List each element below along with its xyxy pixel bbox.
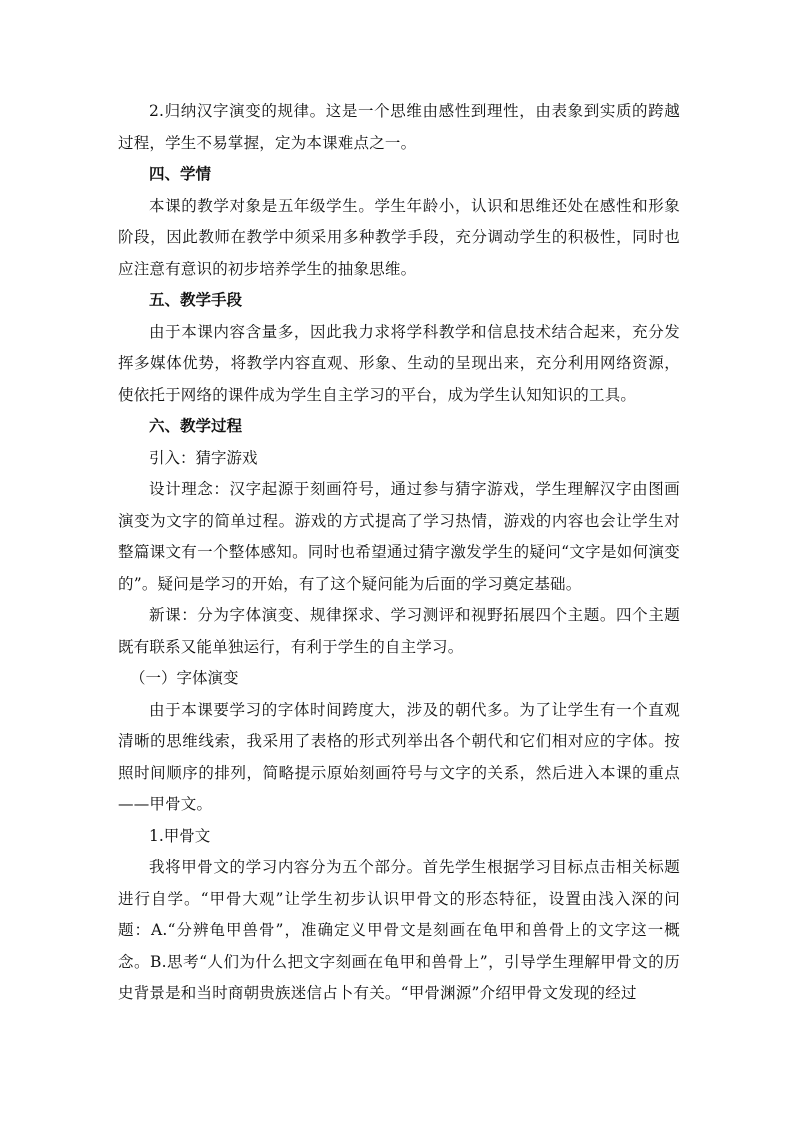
paragraph-teaching-means: 由于本课内容含量多，因此我力求将学科教学和信息技术结合起来，充分发挥多媒体优势，将教学内容直观、形象、生动的呈现出来，充分利用网络资源，使依托于网络的课件成为学生自主学习的平台，成为学生认知知识的工具。	[118, 322, 680, 404]
paragraph-new-lesson: 新课：分为字体演变、规律探求、学习测评和视野拓展四个主题。四个主题既有联系又能单独运行，有利于学生的自主学习。	[118, 606, 680, 656]
subheading-font-evolution: （一）字体演变	[130, 669, 239, 687]
paragraph-oracle-bone-script: 我将甲骨文的学习内容分为五个部分。首先学生根据学习目标点击相关标题进行自学。“甲骨大观”让学生初步认识甲骨文的形态特征，设置由浅入深的问题：A.“分辨龟甲兽骨”，准确定义甲骨文是刻画在龟甲和兽骨上的文字这一概念。B.思考“人们为什么把文字刻画在龟甲和兽骨上”，引导学生理解甲骨文的历史背景是和当时商朝贵族迷信占卜有关。“甲骨渊源”介绍甲骨文发现的经过	[118, 858, 680, 1002]
paragraph-design-concept: 设计理念：汉字起源于刻画符号，通过参与猜字游戏，学生理解汉字由图画演变为文字的简单过程。游戏的方式提高了学习热情，游戏的内容也会让学生对整篇课文有一个整体感知。同时也希望通过猜字激发学生的疑问“文字是如何演变的”。疑问是学习的开始，有了这个疑问能为后面的学习奠定基础。	[118, 480, 680, 593]
subheading-introduction: 引入：猜字游戏	[149, 448, 258, 467]
document-page	[118, 96, 680, 1010]
section-heading-teaching-means: 五、教学手段	[149, 291, 243, 309]
subheading-oracle-bone-script: 1.甲骨文	[149, 826, 211, 845]
paragraph-learner-analysis: 本课的教学对象是五年级学生。学生年龄小，认识和思维还处在感性和形象阶段，因此教师在教学中须采用多种教学手段，充分调动学生的积极性，同时也应注意有意识的初步培养学生的抽象思维。	[118, 196, 680, 278]
section-heading-learner-analysis: 四、学情	[149, 165, 212, 183]
section-heading-teaching-process: 六、教学过程	[149, 417, 243, 435]
paragraph-font-evolution: 由于本课要学习的字体时间跨度大，涉及的朝代多。为了让学生有一个直观清晰的思维线索，我采用了表格的形式列举出各个朝代和它们相对应的字体。按照时间顺序的排列，简略提示原始刻画符号与文字的关系，然后进入本课的重点——甲骨文。	[118, 700, 680, 813]
paragraph-teaching-difficulty: 2.归纳汉字演变的规律。这是一个思维由感性到理性，由表象到实质的跨越过程，学生不易掌握，定为本课难点之一。	[118, 102, 680, 152]
